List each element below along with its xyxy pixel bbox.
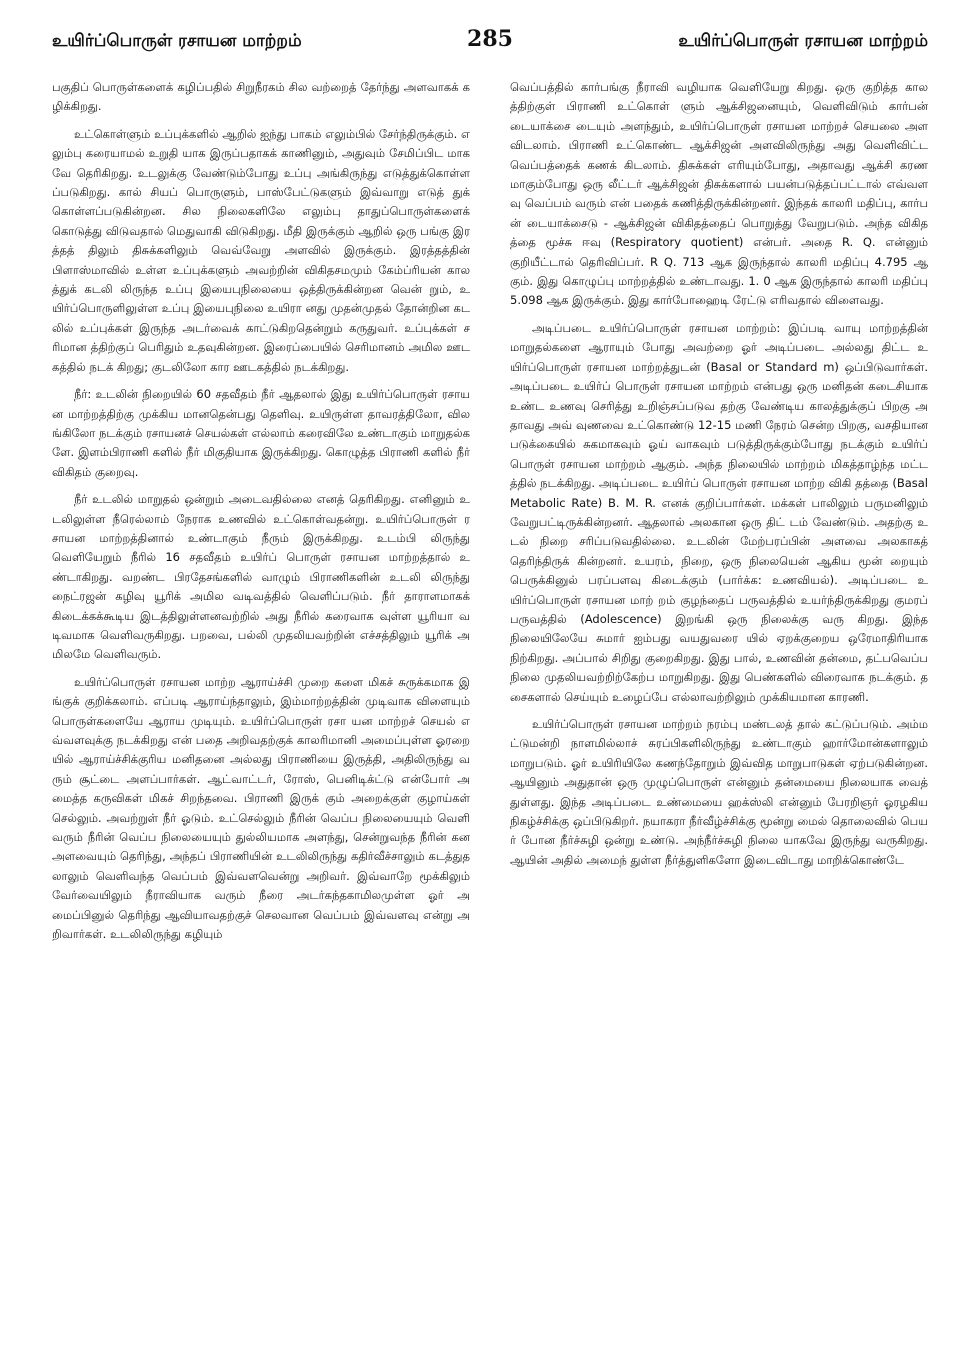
paragraph: நீர்: உடலின் நிறையில் 60 சதவீதம் நீர் ஆதலால் இது உயிர்ப்பொருள் ரசாயன மாற்றத்திற்கு முக்கிய மானதென்பது தெளிவு. உயிருள்ள தாவரத்திலோ, விலங்கிலோ நடக்கும் ரசாயனச் செயல்கள் எல்லாம் கரைவிலே உண்டாகும் மாறுதல்களே. இளம்பிராணி களில் நீர் மிகுதியாக இருக்கிறது. கொழுத்த பிராணி களில் நீர் விகிதம் குறைவு. [52,387,470,479]
text-columns [52,78,928,1358]
paragraph: உயிர்ப்பொருள் ரசாயன மாற்ற ஆராய்ச்சி முறை களை மிகச் சுருக்கமாக இங்குக் குறிக்கலாம். எப்படி ஆராய்ந்தாலும், இம்மாற்றத்தின் முடிவாக விளையும் பொருள்களையே ஆராய முடியும். உயிர்ப்பொருள் ரசா யன மாற்றச் செயல் எவ்வளவுக்கு நடக்கிறது என் பதை அறிவதற்குக் காலரிமானி அமைப்புள்ள ஓரறை யில் ஆராய்ச்சிக்குரிய மனிதனை அல்லது பிராணியை இருத்தி, அதிலிருந்து வரும் சூட்டை அளப்பார்கள். ஆட்வாட்டர், ரோஸ், பெனிடிக்ட்டு என்போர் அமைத்த கருவிகள் மிகச் சிறந்தவை. பிராணி இருக் கும் அறைக்குள் குழாய்கள் செல்லும். அவற்றுள் நீர் ஓடும். உட்செல்லும் நீரின் வெப்ப நிலையையும் வெளி வரும் நீரின் வெப்ப நிலையையும் துல்லியமாக அளந்து, சென்றுவந்த நீரின் கன அளவையும் தெரிந்து, அந்தப் பிராணியின் உடலிலிருந்து கதிர்வீச்சாலும் கடத்துத லாலும் வெளிவந்த வெப்பம் இவ்வளவென்று அறிவர். இவ்வாறே மூக்கிலும் வேர்வையிலும் நீராவியாக வரும் நீரை அடர்கந்தகாமிலமுள்ள ஓர் அமைப்பினுல் தெரிந்து ஆவியாவதற்குச் செலவான வெப்பம் இவ்வளவு என்று அறிவார்கள். உடலிலிருந்து கழியும் [52,674,470,942]
left-column [52,78,470,1358]
paragraph: நீர் உடலில் மாறுதல் ஒன்றும் அடைவதில்லை எனத் தெரிகிறது. எனினும் உடலிலுள்ள நீரெல்லாம் நேராக உணவில் உட்கொள்வதன்று. உயிர்ப்பொருள் ரசாயன மாற்றத்தினால் உண்டாகும் நீரும் இருக்கிறது. உடம்பி லிருந்து வெளியேறும் நீரில் 16 சதவீதம் உயிர்ப் பொருள் ரசாயன மாற்றத்தால் உண்டாகிறது. வறண்ட பிரதேசங்களில் வாழும் பிராணிகளின் உடலி லிருந்து நைட்ரஜன் கழிவு யூரிக் அமில வடிவத்தில் வெளிப்படும். நீர் தாராளமாகக் கிடைக்கக்கூடிய இடத்திலுள்ளனவற்றில் அது நீரில் கரைவாக வுள்ள யூரியா வடிவமாக வெளிவருகிறது. பறவை, பல்லி முதலியவற்றின் எச்சத்திலும் யூரிக் அமிலமே வெளிவரும். [52,492,470,662]
running-header [52,26,928,66]
paragraph: உயிர்ப்பொருள் ரசாயன மாற்றம் நரம்பு மண்டலத் தால் கட்டுப்படும். அம்மட்டுமன்றி நாளமில்லாச் சுரப்பிகளிலிருந்து உண்டாகும் ஹார்மோன்களாலும் மாறுபடும். ஓர் உயிரியிலே கணந்தோறும் இவ்வித மாறுபாடுகள் ஏற்படுகின்றன. ஆயினும் அதுதான் ஒரு முழுப்பொருள் என்னும் தன்மையை நிலையாக வைத் துள்ளது. இந்த அடிப்படை உண்மையை ஹக்ஸ்லி என்னும் பேரறிஞர் ஓரழகிய நிகழ்ச்சிக்கு ஒப்பிடுகிறர். நயாகரா நீர்வீழ்ச்சிக்கு மூன்று மைல் தொலைவில் பெயர் போன நீர்ச்சுழி ஒன்று உண்டு. அந்நீர்ச்சுழி நிலை யாகவே இருந்து வருகிறது. ஆயின் அதில் அமைந் துள்ள நீர்த்துளிகளோ இடைவிடாது மாறிக்கொண்டே [510,717,928,867]
paragraph: உட்கொள்ளும் உப்புக்களில் ஆறில் ஐந்து பாகம் எலும்பில் சேர்ந்திருக்கும். எலும்பு கரையாமல் உறுதி யாக இருப்பதாகக் காணினும், அதுவும் சேமிப்பிட மாகவே தெரிகிறது. உடலுக்கு வேண்டும்போது உப்பு அங்கிருந்து எடுத்துக்கொள்ளப்படுகிறது. கால் சியப் பொருளும், பாஸ்பேட்டுகளும் இவ்வாறு எடுத் துக் கொள்ளப்படுகின்றன. சில நிலைகளிலே எலும்பு தாதுப்பொருள்களைக் கொடுத்து விடுவதால் மெதுவாகி விடுகிறது. மீதி இருக்கும் ஆறில் ஒரு பங்கு இரத்தத் திலும் திசுக்களிலும் வெவ்வேறு அளவில் இருக்கும். இரத்தத்தின் பிளாஸ்மாவில் உள்ள உப்புக்களும் அவற்றின் விகிதசமமும் கேம்ப்ரியன் காலத்துக் கடலி லிருந்த உப்பு இயைபுநிலையை ஒத்திருக்கின்றன வென் றும், உயிர்ப்பொருளிலுள்ள உப்பு இயைபுநிலை உயிரா னது முதன்முதல் தோன்றின கடலில் உப்புக்கள் இருந்த அடர்வைக் காட்டுகிறதென்றும் கருதுவர். உப்புக்கள் சரிமான த்திற்குப் பெரிதும் உதவுகின்றன. இரைப்பையில் செரிமானம் அமில ஊடகத்தில் நடக் கிறது; குடலிலோ கார ஊடகத்தில் நடக்கிறது. [52,126,470,374]
header-left-title: உயிர்ப்பொருள் ரசாயன மாற்றம் [52,31,302,51]
paragraph: வெப்பத்தில் கார்பங்கு நீராவி வழியாக வெளியேறு கிறது. ஒரு குறித்த காலத்திற்குள் பிராணி உட்கொள் ளும் ஆக்சிஜனையும், வெளிவிடும் கார்பன் டையாக்சை டையும் அளந்தும், உயிர்ப்பொருள் ரசாயன மாற்றச் செயலை அளவிடலாம். பிராணி உட்கொண்ட ஆக்சிஜன் அளவிலிருந்து அது வெளிவிட்ட வெப்பத்தைக் கணக் கிடலாம். திசுக்கள் எரியும்போது, அதாவது ஆக்சி கரணமாகும்போது ஒரு லீட்டர் ஆக்சிஜன் திசுக்களால் பயன்படுத்தப்பட்டால் எவ்வளவு வெப்பம் வரும் என் பதைக் கணித்திருக்கின்றனர். இந்தக் காலரி மதிப்பு, கார்பன் டையாக்சைடு - ஆக்சிஜன் விகிதத்தைப் பொறுத்து வேறுபடும். அந்த விகிதத்தை மூச்சு ஈவு (Respiratory quotient) என்பர். அதை R. Q. என்னும் குறியீட்டால் தெரிவிப்பர். R Q. 713 ஆக இருந்தால் காலரி மதிப்பு 4.795 ஆகும். இது கொழுப்பு மாற்றத்தில் உண்டாவது. 1. 0 ஆக இருந்தால் காலரி மதிப்பு 5.098 ஆக இருக்கும். இது கார்போஹைடி ரேட்டு எரிவதால் விளைவது. [510,80,928,308]
right-column [510,78,928,1358]
header-right-title: உயிர்ப்பொருள் ரசாயன மாற்றம் [678,31,928,51]
page-number: 285 [467,26,513,52]
paragraph: பகுதிப் பொருள்களைக் கழிப்பதில் சிறுநீரகம் சில வற்றைத் தேர்ந்து அளவாகக் கழிக்கிறது. [52,80,470,114]
paragraph: அடிப்படை உயிர்ப்பொருள் ரசாயன மாற்றம்: இப்படி வாயு மாற்றத்தின் மாறுதல்களை ஆராயும் போது அவற்றை ஓர் அடிப்படை அல்லது திட்ட உயிர்ப்பொருள் ரசாயன மாற்றத்துடன் (Basal or Standard m) ஒப்பிடுவார்கள். அடிப்படை உயிர்ப் பொருள் ரசாயன மாற்றம் என்பது ஒரு மனிதன் கடைசியாக உண்ட உணவு செரித்து உறிஞ்சப்படுவ தற்கு வேண்டிய காலத்துக்குப் பிறகு அதாவது அவ் வுணவை உட்கொண்டு 12-15 மணி நேரம் சென்ற பிறகு, வசதியான படுக்கையில் சுகமாகவும் ஓய் வாகவும் படுத்திருக்கும்போது நடக்கும் உயிர்ப் பொருள் ரசாயன மாற்றம் ஆகும். அந்த நிலையில் மாற்றம் மிகத்தாழ்ந்த மட்டத்தில் நடக்கிறது. அடிப்படை உயிர்ப் பொருள் ரசாயன மாற்ற விகி தத்தை (Basal Metabolic Rate) B. M. R. எனக் குறிப்பார்கள். மக்கள் பாலிலும் பருமனிலும் வேறுபட்டிருக்கின்றனர். ஆதலால் அலகான ஒரு திட் டம் வேண்டும். அதற்கு உடல் நிறை சரிப்படுவதில்லை. உடலின் மேற்பரப்பின் அளவை அலகாகத் தெரிந்திருக் கின்றனர். உயரம், நிறை, ஒரு நிலையென் ஆகிய மூன் றையும் பெருக்கினுல் பரப்பளவு கிடைக்கும் (பார்க்க: உணவியல்). அடிப்படை உயிர்ப்பொருள் ரசாயன மாற் றம் குழந்தைப் பருவத்தில் உயர்ந்திருக்கிறது குமரப் பருவத்தில் (Adolescence) இறங்கி ஒரு நிலைக்கு வரு கிறது. இந்த நிலையிலேயே சுமார் ஐம்பது வயதுவரை யில் ஏறக்குறைய ஒரேமாதிரியாக நிற்கிறது. அப்பால் சிறிது குறைகிறது. இது பால், உணவின் தன்மை, தட்பவெப்ப நிலை முதலியவற்றிற்கேற்ப மாறுகிறது. இது பெண்களில் விரைவாக நடக்கும். தசைகளால் செய்யும் உழைப்பே எல்லாவற்றிலும் முக்கியமான காரணி. [510,320,928,704]
